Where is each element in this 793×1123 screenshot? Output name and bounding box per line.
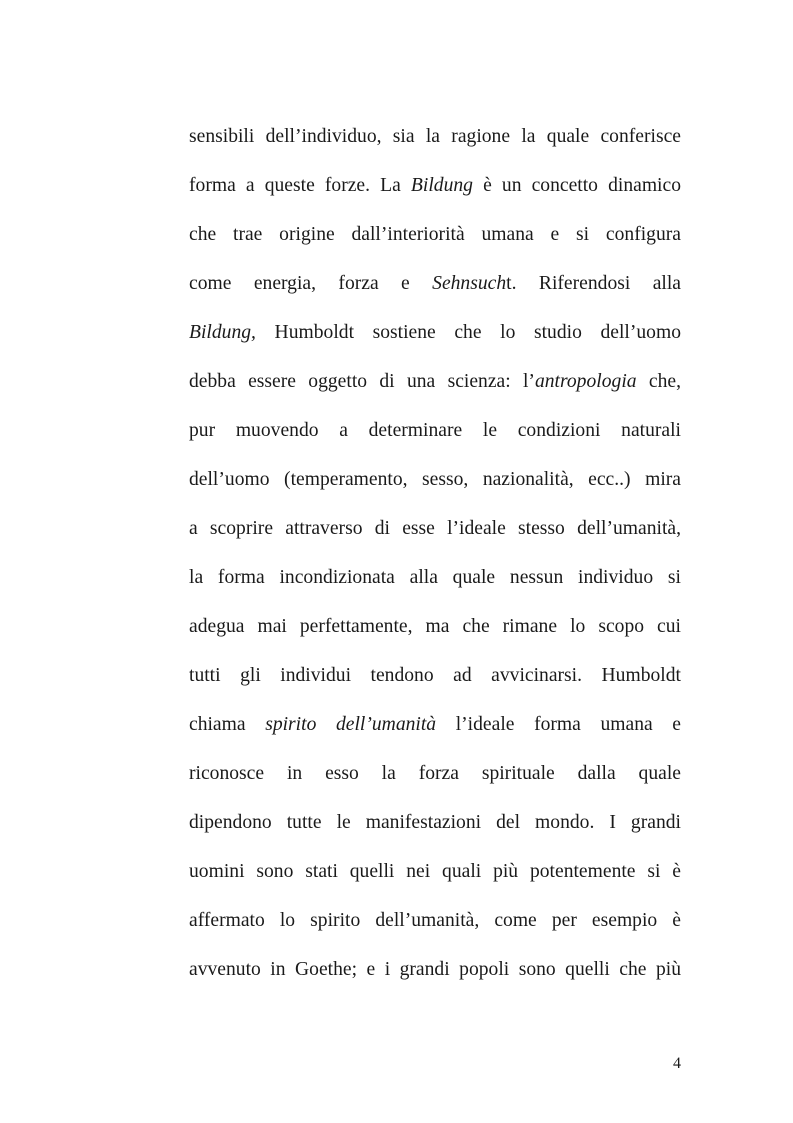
text-line — [189, 112, 681, 161]
text-run: che, — [636, 371, 681, 392]
text-line — [189, 749, 681, 798]
text-run: affermato lo spirito dell’umanità, come per esempio è — [189, 910, 681, 931]
text-line — [189, 210, 681, 259]
text-run: Humboldt sostiene che lo studio dell’uomo — [255, 322, 681, 343]
text-run: chiama — [189, 714, 266, 735]
text-line — [189, 357, 681, 406]
text-run: tutti gli individui tendono ad avvicinarsi. Humboldt — [189, 665, 681, 686]
text-run: t. Riferendosi alla — [506, 273, 681, 294]
text-run: è un concetto dinamico — [472, 175, 681, 196]
text-line — [189, 553, 681, 602]
text-run: riconosce in esso la forza spirituale dalla quale — [189, 763, 681, 784]
text-line — [189, 308, 681, 357]
text-run: sensibili dell’individuo, sia la ragione la quale conferisce — [189, 126, 681, 147]
text-line — [189, 161, 681, 210]
page-number: 4 — [673, 1055, 681, 1072]
italic-term: Bildung — [410, 175, 473, 196]
text-run: a scoprire attraverso di esse l’ideale stesso dell’umanità, — [189, 518, 681, 539]
text-run: forma a queste forze. La — [189, 175, 411, 196]
text-line — [189, 651, 681, 700]
text-run: pur muovendo a determinare le condizioni naturali — [189, 420, 681, 441]
text-line — [189, 700, 681, 749]
text-line — [189, 847, 681, 896]
text-run: come energia, forza e — [189, 273, 433, 294]
text-run: la forma incondizionata alla quale nessun individuo si — [189, 567, 681, 588]
text-line — [189, 504, 681, 553]
body-paragraph — [189, 112, 681, 994]
text-run: debba essere oggetto di una scienza: l’ — [189, 371, 535, 392]
italic-term: antropologia — [534, 371, 637, 392]
text-run: dell’uomo (temperamento, sesso, nazionalità, ecc..) mira — [189, 469, 681, 490]
text-line — [189, 798, 681, 847]
text-run: adegua mai perfettamente, ma che rimane lo scopo cui — [189, 616, 681, 637]
italic-term: Bildung, — [189, 322, 256, 343]
text-line — [189, 945, 681, 994]
text-line — [189, 602, 681, 651]
text-line — [189, 455, 681, 504]
text-run: dipendono tutte le manifestazioni del mondo. I grandi — [189, 812, 681, 833]
text-run: l’ideale forma umana e — [436, 714, 681, 735]
text-run: che trae origine dall’interiorità umana e si configura — [189, 224, 681, 245]
text-line — [189, 259, 681, 308]
italic-term: spirito dell’umanità — [265, 714, 437, 735]
text-run: uomini sono stati quelli nei quali più potentemente si è — [189, 861, 681, 882]
text-line — [189, 896, 681, 945]
italic-term: Sehnsuch — [432, 273, 507, 294]
text-run: avvenuto in Goethe; e i grandi popoli sono quelli che più — [189, 959, 681, 980]
text-line — [189, 406, 681, 455]
